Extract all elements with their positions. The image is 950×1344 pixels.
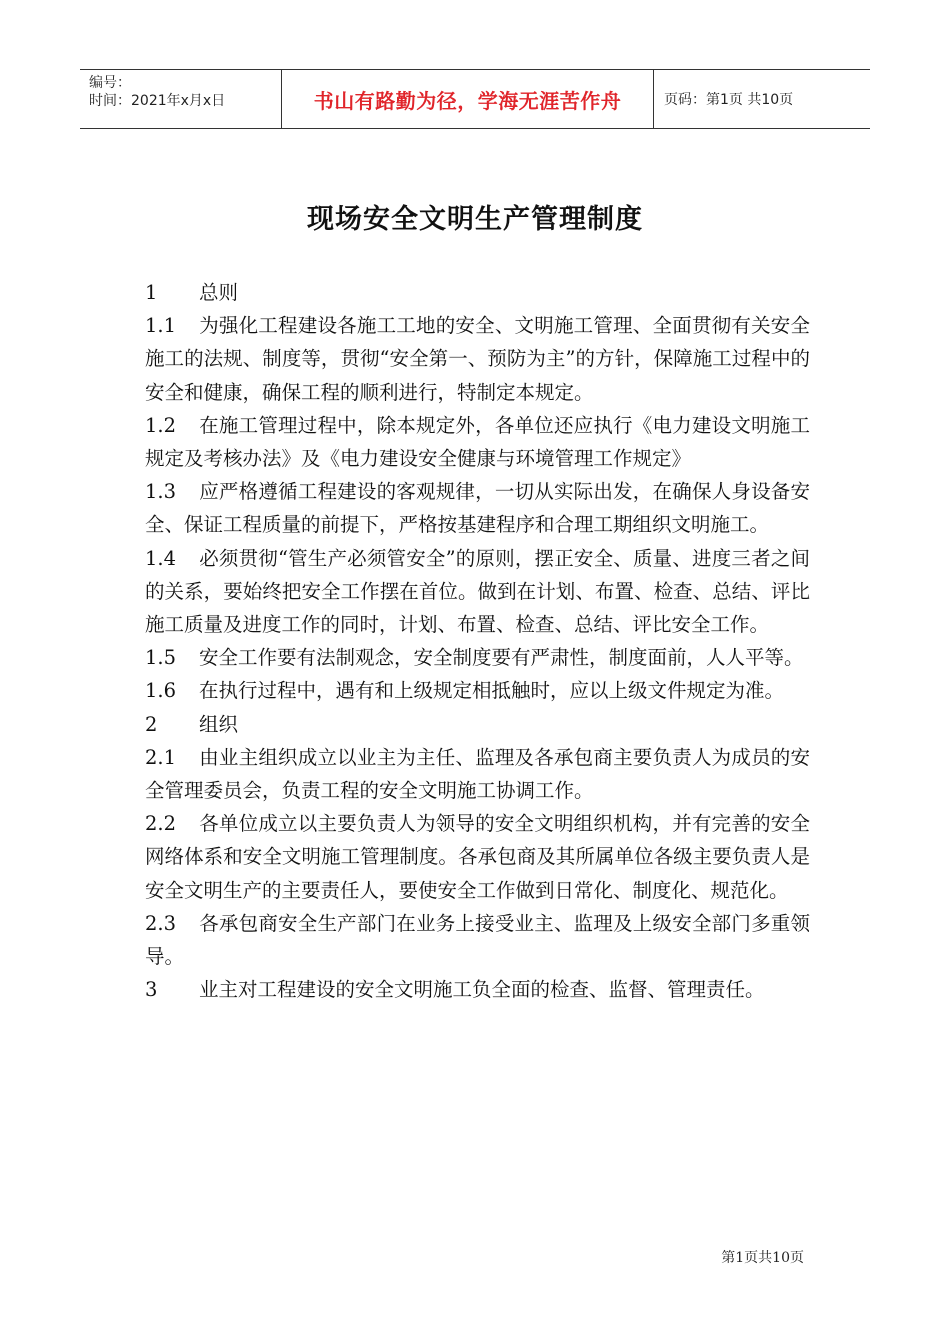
paragraph-number: 3	[145, 978, 158, 1002]
header-motto: 书山有路勤为径，学海无涯苦作舟	[313, 88, 622, 113]
paragraph-text: 业主对工程建设的安全文明施工负全面的检查、监督、管理责任。	[199, 978, 765, 1002]
paragraph-number: 2.2	[145, 812, 177, 836]
paragraph-number: 1.3	[145, 480, 177, 504]
header-left-cell	[80, 70, 282, 128]
paragraph-text: 为强化工程建设各施工工地的安全、文明施工管理、全面贯彻有关安全施工的法规、制度等，贯彻“安全第一、预防为主”的方针，保障施工过程中的安全和健康，确保工程的顺利进行，特制定本规定。	[145, 314, 810, 404]
body-paragraph	[145, 807, 810, 907]
body-paragraph	[145, 741, 810, 807]
header-page-label: 页码：第1页 共10页	[664, 92, 794, 108]
body-paragraph	[145, 542, 810, 642]
paragraph-text: 必须贯彻“管生产必须管安全”的原则，摆正安全、质量、进度三者之间的关系，要始终把安全工作摆在首位。做到在计划、布置、检查、总结、评比施工质量及进度工作的同时，计划、布置、检查、总结、评比安全工作。	[145, 546, 810, 637]
body-paragraph	[145, 973, 810, 1006]
document-body	[145, 276, 810, 1006]
header-page-cell	[654, 70, 870, 128]
document-title: 现场安全文明生产管理制度	[307, 204, 643, 235]
paragraph-text: 安全工作要有法制观念，安全制度要有严肃性，制度面前，人人平等。	[199, 646, 804, 670]
paragraph-number: 2.1	[145, 745, 177, 769]
paragraph-text: 由业主组织成立以业主为主任、监理及各承包商主要负责人为成员的安全管理委员会，负责工程的安全文明施工协调工作。	[145, 745, 810, 803]
body-paragraph	[145, 475, 810, 541]
paragraph-text: 总则	[199, 281, 239, 304]
paragraph-number: 1.4	[145, 546, 177, 570]
paragraph-text: 各承包商安全生产部门在业务上接受业主、监理及上级安全部门多重领导。	[145, 911, 810, 969]
body-paragraph	[145, 708, 810, 741]
paragraph-number: 2.3	[145, 911, 177, 935]
document-number-label: 编号：	[89, 75, 131, 91]
header-motto-cell	[282, 70, 654, 128]
paragraph-number: 1.5	[145, 646, 177, 670]
paragraph-number: 2	[145, 712, 158, 736]
header-table	[80, 69, 870, 129]
paragraph-text: 各单位成立以主要负责人为领导的安全文明组织机构，并有完善的安全网络体系和安全文明施工管理制度。各承包商及其所属单位各级主要负责人是安全文明生产的主要责任人，要使安全工作做到日常化、制度化、规范化。	[145, 812, 810, 902]
paragraph-number: 1.6	[145, 679, 177, 703]
body-paragraph	[145, 309, 810, 409]
paragraph-number: 1.1	[145, 314, 177, 338]
body-paragraph	[145, 276, 810, 309]
body-paragraph	[145, 641, 810, 674]
paragraph-text: 在施工管理过程中，除本规定外，各单位还应执行《电力建设文明施工规定及考核办法》及《电力建设安全健康与环境管理工作规定》	[145, 413, 810, 471]
body-paragraph	[145, 409, 810, 475]
body-paragraph	[145, 674, 810, 707]
document-date-label: 时间：2021年x月x日	[89, 93, 226, 109]
paragraph-text: 在执行过程中，遇有和上级规定相抵触时，应以上级文件规定为准。	[199, 679, 785, 703]
page-footer: 第1页共10页	[721, 1250, 804, 1266]
paragraph-text: 组织	[199, 712, 239, 736]
paragraph-text: 应严格遵循工程建设的客观规律，一切从实际出发，在确保人身设备安全、保证工程质量的前提下，严格按基建程序和合理工期组织文明施工。	[145, 480, 810, 537]
paragraph-number: 1	[145, 281, 158, 304]
paragraph-number: 1.2	[145, 413, 177, 437]
body-paragraph	[145, 907, 810, 973]
